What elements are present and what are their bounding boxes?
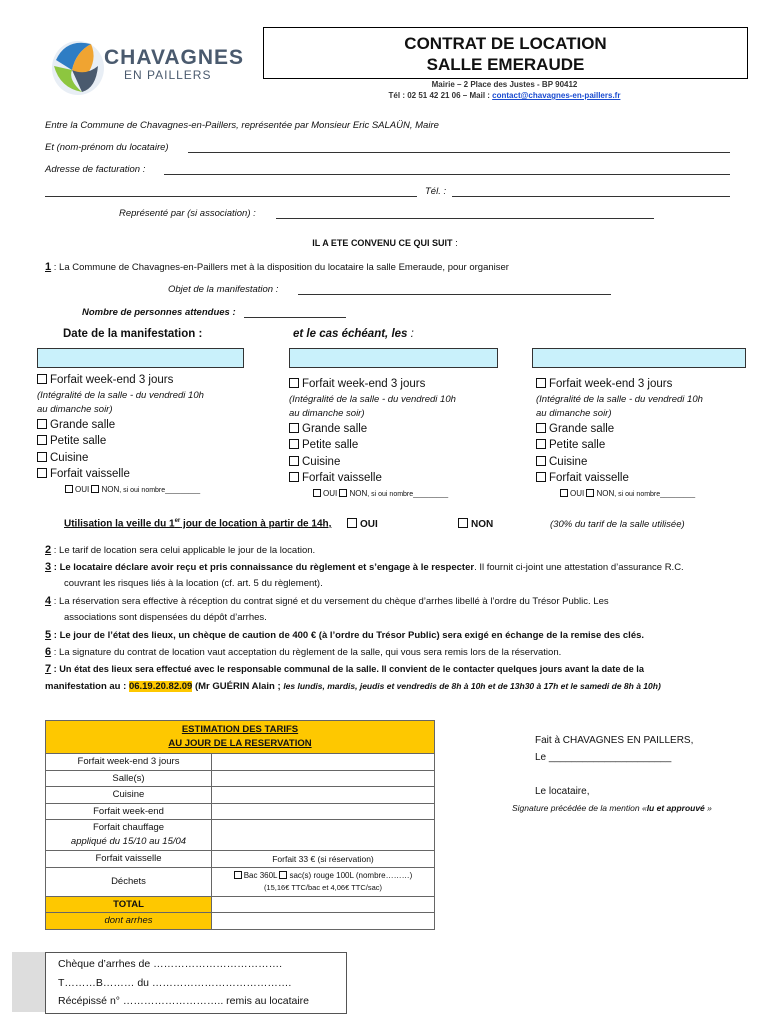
billing-label: Adresse de facturation : bbox=[45, 164, 146, 175]
phone-label: Tél : 02 51 42 21 06 – Mail : bbox=[388, 91, 493, 100]
checkbox[interactable] bbox=[37, 435, 47, 445]
tariff-row-label: Cuisine bbox=[46, 787, 212, 804]
tariff-row-label: Forfait vaisselle bbox=[46, 851, 212, 868]
address: Mairie – 2 Place des Justes - BP 90412 bbox=[431, 80, 578, 89]
tariff-value[interactable] bbox=[212, 754, 435, 771]
checkbox[interactable] bbox=[536, 378, 546, 388]
tel-label: Tél. : bbox=[425, 186, 447, 197]
checkbox[interactable] bbox=[234, 871, 242, 879]
checkbox[interactable] bbox=[289, 423, 299, 433]
checkbox[interactable] bbox=[289, 378, 299, 388]
veille-label: Utilisation la veille du 1er jour de location à partir de 14h, bbox=[64, 518, 332, 530]
article-5: 5 : Le jour de l’état des lieux, un chèque de caution de 400 € (à l’ordre du Trésor Public) sera exigé en échange de la remise des clés. bbox=[45, 629, 645, 641]
checkbox[interactable] bbox=[289, 439, 299, 449]
title-line-1: CONTRAT DE LOCATION bbox=[404, 34, 607, 53]
tariff-value: Bac 360L sac(s) rouge 100L (nombre………) (15,16€ TTC/bac et 4,06€ TTC/sac) bbox=[212, 867, 435, 896]
checkbox[interactable] bbox=[536, 423, 546, 433]
tariff-header: ESTIMATION DES TARIFS AU JOUR DE LA RESERVATION bbox=[46, 721, 435, 754]
tariff-arrhes-value[interactable] bbox=[212, 913, 435, 930]
cheque-line-2: T………B……… du …………………………………. bbox=[58, 976, 292, 989]
date-input-2[interactable] bbox=[289, 348, 498, 368]
date-input-1[interactable] bbox=[37, 348, 244, 368]
checkbox[interactable] bbox=[536, 439, 546, 449]
article-3-cont: couvrant les risques liés à la location (cf. art. 5 du règlement). bbox=[64, 578, 323, 589]
options-column-2: Forfait week-end 3 jours (Intégralité de la salle - du vendredi 10h au dimanche soir) Grande salle Petite salle Cuisine Forfait vaisselle OUI NON, si oui nombre_________ bbox=[289, 378, 456, 498]
checkbox[interactable] bbox=[289, 472, 299, 482]
cheque-line-1: Chèque d’arrhes de ………………………………. bbox=[58, 958, 283, 970]
article-4: 4 : La réservation sera effective à réception du contrat signé et du versement du chèque d’arrhes libellé à l’ordre du Trésor Public. Les bbox=[45, 595, 609, 607]
tariff-row-label: Déchets bbox=[46, 867, 212, 896]
checkbox[interactable] bbox=[37, 452, 47, 462]
checkbox[interactable] bbox=[560, 489, 568, 497]
date-input-3[interactable] bbox=[532, 348, 746, 368]
options-column-3: Forfait week-end 3 jours (Intégralité de la salle - du vendredi 10h au dimanche soir) Grande salle Petite salle Cuisine Forfait vaisselle OUI NON, si oui nombre_________ bbox=[536, 378, 703, 498]
tariff-value[interactable] bbox=[212, 803, 435, 820]
billing-field[interactable] bbox=[164, 174, 730, 175]
representative-field[interactable] bbox=[276, 218, 654, 219]
checkbox[interactable] bbox=[458, 518, 468, 528]
tariff-value[interactable] bbox=[212, 820, 435, 851]
checkbox[interactable] bbox=[37, 468, 47, 478]
cheque-side-bar bbox=[12, 952, 45, 1012]
article-1: 1 : La Commune de Chavagnes-en-Paillers met à la disposition du locataire la salle Emeraude, pour organiser bbox=[45, 261, 509, 273]
tariff-row-label: Forfait week-end 3 jours bbox=[46, 754, 212, 771]
cheque-box bbox=[45, 952, 347, 1014]
checkbox[interactable] bbox=[65, 485, 73, 493]
contact-line bbox=[263, 91, 746, 100]
options-column-1: Forfait week-end 3 jours (Intégralité de la salle - du vendredi 10h au dimanche soir) Grande salle Petite salle Cuisine Forfait vaisselle OUI NON, si oui nombre_________ bbox=[37, 374, 204, 494]
tariff-total-label: TOTAL bbox=[46, 896, 212, 913]
article-2: 2 : Le tarif de location sera celui applicable le jour de la location. bbox=[45, 544, 316, 556]
article-6: 6 : La signature du contrat de location vaut acceptation du règlement de la salle, qui vous sera remis lors de la réservation. bbox=[45, 646, 562, 658]
tariff-value[interactable] bbox=[212, 787, 435, 804]
tariff-row-label: Forfait week-end bbox=[46, 803, 212, 820]
checkbox[interactable] bbox=[279, 871, 287, 879]
cheque-line-3: Récépissé n° ……………………….. remis au locataire bbox=[58, 995, 310, 1007]
email-link[interactable]: contact@chavagnes-en-paillers.fr bbox=[492, 91, 621, 100]
date-label: Date de la manifestation : bbox=[63, 328, 203, 340]
veille-oui: OUI bbox=[347, 518, 378, 530]
checkbox[interactable] bbox=[339, 489, 347, 497]
tariff-table bbox=[45, 720, 435, 930]
article-4-cont: associations sont dispensées du dépôt d’arrhes. bbox=[64, 612, 267, 623]
checkbox[interactable] bbox=[586, 489, 594, 497]
article-3: 3 : Le locataire déclare avoir reçu et pris connaissance du règlement et s’engage à le respecter. Il fournit ci-joint une attestation d’assurance R.C. bbox=[45, 561, 684, 573]
people-label: Nombre de personnes attendues : bbox=[82, 307, 236, 318]
billing-field-2[interactable] bbox=[45, 196, 417, 197]
object-field[interactable] bbox=[298, 294, 611, 295]
article-7-cont: manifestation au : 06.19.20.82.09 (Mr GUÉRIN Alain ; les lundis, mardis, jeudis et vendredis de 8h à 10h et de 13h30 à 17h et le samedi de 8h à 10h) bbox=[45, 681, 661, 692]
checkbox[interactable] bbox=[313, 489, 321, 497]
tenant-label: Et (nom-prénom du locataire) bbox=[45, 142, 169, 153]
signature-tenant: Le locataire, bbox=[535, 786, 590, 797]
checkbox[interactable] bbox=[347, 518, 357, 528]
veille-note: (30% du tarif de la salle utilisée) bbox=[550, 519, 685, 530]
checkbox[interactable] bbox=[37, 419, 47, 429]
people-field[interactable] bbox=[244, 317, 346, 318]
title-box bbox=[263, 27, 748, 79]
object-label: Objet de la manifestation : bbox=[168, 284, 279, 295]
checkbox[interactable] bbox=[37, 374, 47, 384]
signature-date[interactable]: Le ______________________ bbox=[535, 752, 672, 763]
logo-subtitle: EN PAILLERS bbox=[124, 68, 212, 82]
veille-non: NON bbox=[458, 518, 493, 530]
checkbox[interactable] bbox=[91, 485, 99, 493]
tariff-row-label: Salle(s) bbox=[46, 770, 212, 787]
signature-mention: Signature précédée de la mention «lu et approuvé » bbox=[512, 803, 712, 813]
tariff-row-label: Forfait chauffage appliqué du 15/10 au 15/04 bbox=[46, 820, 212, 851]
tenant-field[interactable] bbox=[188, 152, 730, 153]
tariff-value: Forfait 33 € (si réservation) bbox=[212, 851, 435, 868]
signature-place: Fait à CHAVAGNES EN PAILLERS, bbox=[535, 735, 694, 746]
intro-line: Entre la Commune de Chavagnes-en-Paillers, représentée par Monsieur Eric SALAÜN, Maire bbox=[45, 120, 439, 131]
tariff-value[interactable] bbox=[212, 770, 435, 787]
checkbox[interactable] bbox=[289, 456, 299, 466]
logo-name: CHAVAGNES bbox=[104, 46, 245, 69]
article-7: 7 : Un état des lieux sera effectué avec le responsable communal de la salle. Il convient de le contacter quelques jours avant la date de la bbox=[45, 663, 644, 675]
representative-label: Représenté par (si association) : bbox=[119, 208, 256, 219]
checkbox[interactable] bbox=[536, 472, 546, 482]
title-line-2: SALLE EMERAUDE bbox=[426, 55, 585, 74]
checkbox[interactable] bbox=[536, 456, 546, 466]
tariff-arrhes-label: dont arrhes bbox=[46, 913, 212, 930]
tariff-total-value[interactable] bbox=[212, 896, 435, 913]
agreed-heading: IL A ETE CONVENU CE QUI SUIT : bbox=[312, 238, 458, 249]
else-label: et le cas échéant, les : bbox=[293, 328, 414, 340]
tel-field[interactable] bbox=[452, 196, 730, 197]
